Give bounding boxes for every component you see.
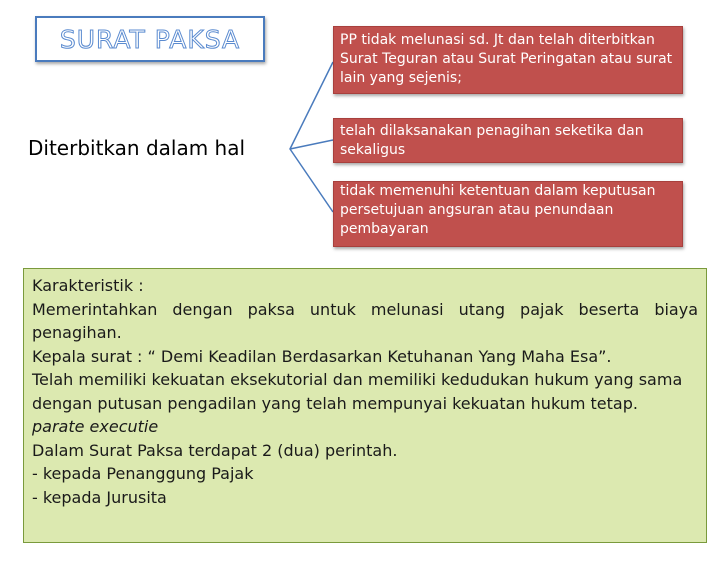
characteristics-line-6: - kepada Penanggung Pajak	[32, 464, 254, 483]
condition-box-2	[333, 118, 683, 163]
characteristics-line-3b: dengan putusan pengadilan yang telah mempunyai kekuatan hukum tetap.	[32, 393, 638, 413]
connector-outer	[290, 62, 333, 212]
issued-condition-label: Diterbitkan dalam hal	[28, 136, 246, 160]
characteristics-line-4: parate executie	[32, 417, 159, 436]
characteristics-line-1a: Memerintahkan dengan paksa untuk melunasi utang pajak beserta biaya	[32, 299, 698, 319]
characteristics-line-3a: Telah memiliki kekuatan eksekutorial dan memiliki kedudukan hukum yang sama	[32, 370, 683, 389]
title-text: SURAT PAKSA	[59, 24, 241, 54]
characteristics-line-7: - kepada Jurusita	[32, 487, 167, 507]
condition-text-1: PP tidak melunasi sd. Jt dan telah diterbitkan Surat Teguran atau Surat Peringatan atau surat lain yang sejenis;	[340, 32, 673, 86]
condition-box-3	[333, 181, 683, 247]
condition-box-1	[333, 26, 683, 94]
characteristics-line-5: Dalam Surat Paksa terdapat 2 (dua) perintah.	[32, 440, 398, 460]
characteristics-line-1b: penagihan.	[32, 323, 122, 342]
condition-text-2: telah dilaksanakan penagihan seketika dan sekaligus	[340, 123, 644, 158]
connector-middle	[290, 140, 333, 149]
characteristics-heading: Karakteristik :	[32, 276, 144, 295]
characteristics-box	[23, 268, 707, 543]
condition-text-3: tidak memenuhi ketentuan dalam keputusan persetujuan angsuran atau penundaan pembayaran	[340, 183, 656, 237]
characteristics-line-2: Kepala surat : “ Demi Keadilan Berdasarkan Ketuhanan Yang Maha Esa”.	[32, 346, 612, 366]
